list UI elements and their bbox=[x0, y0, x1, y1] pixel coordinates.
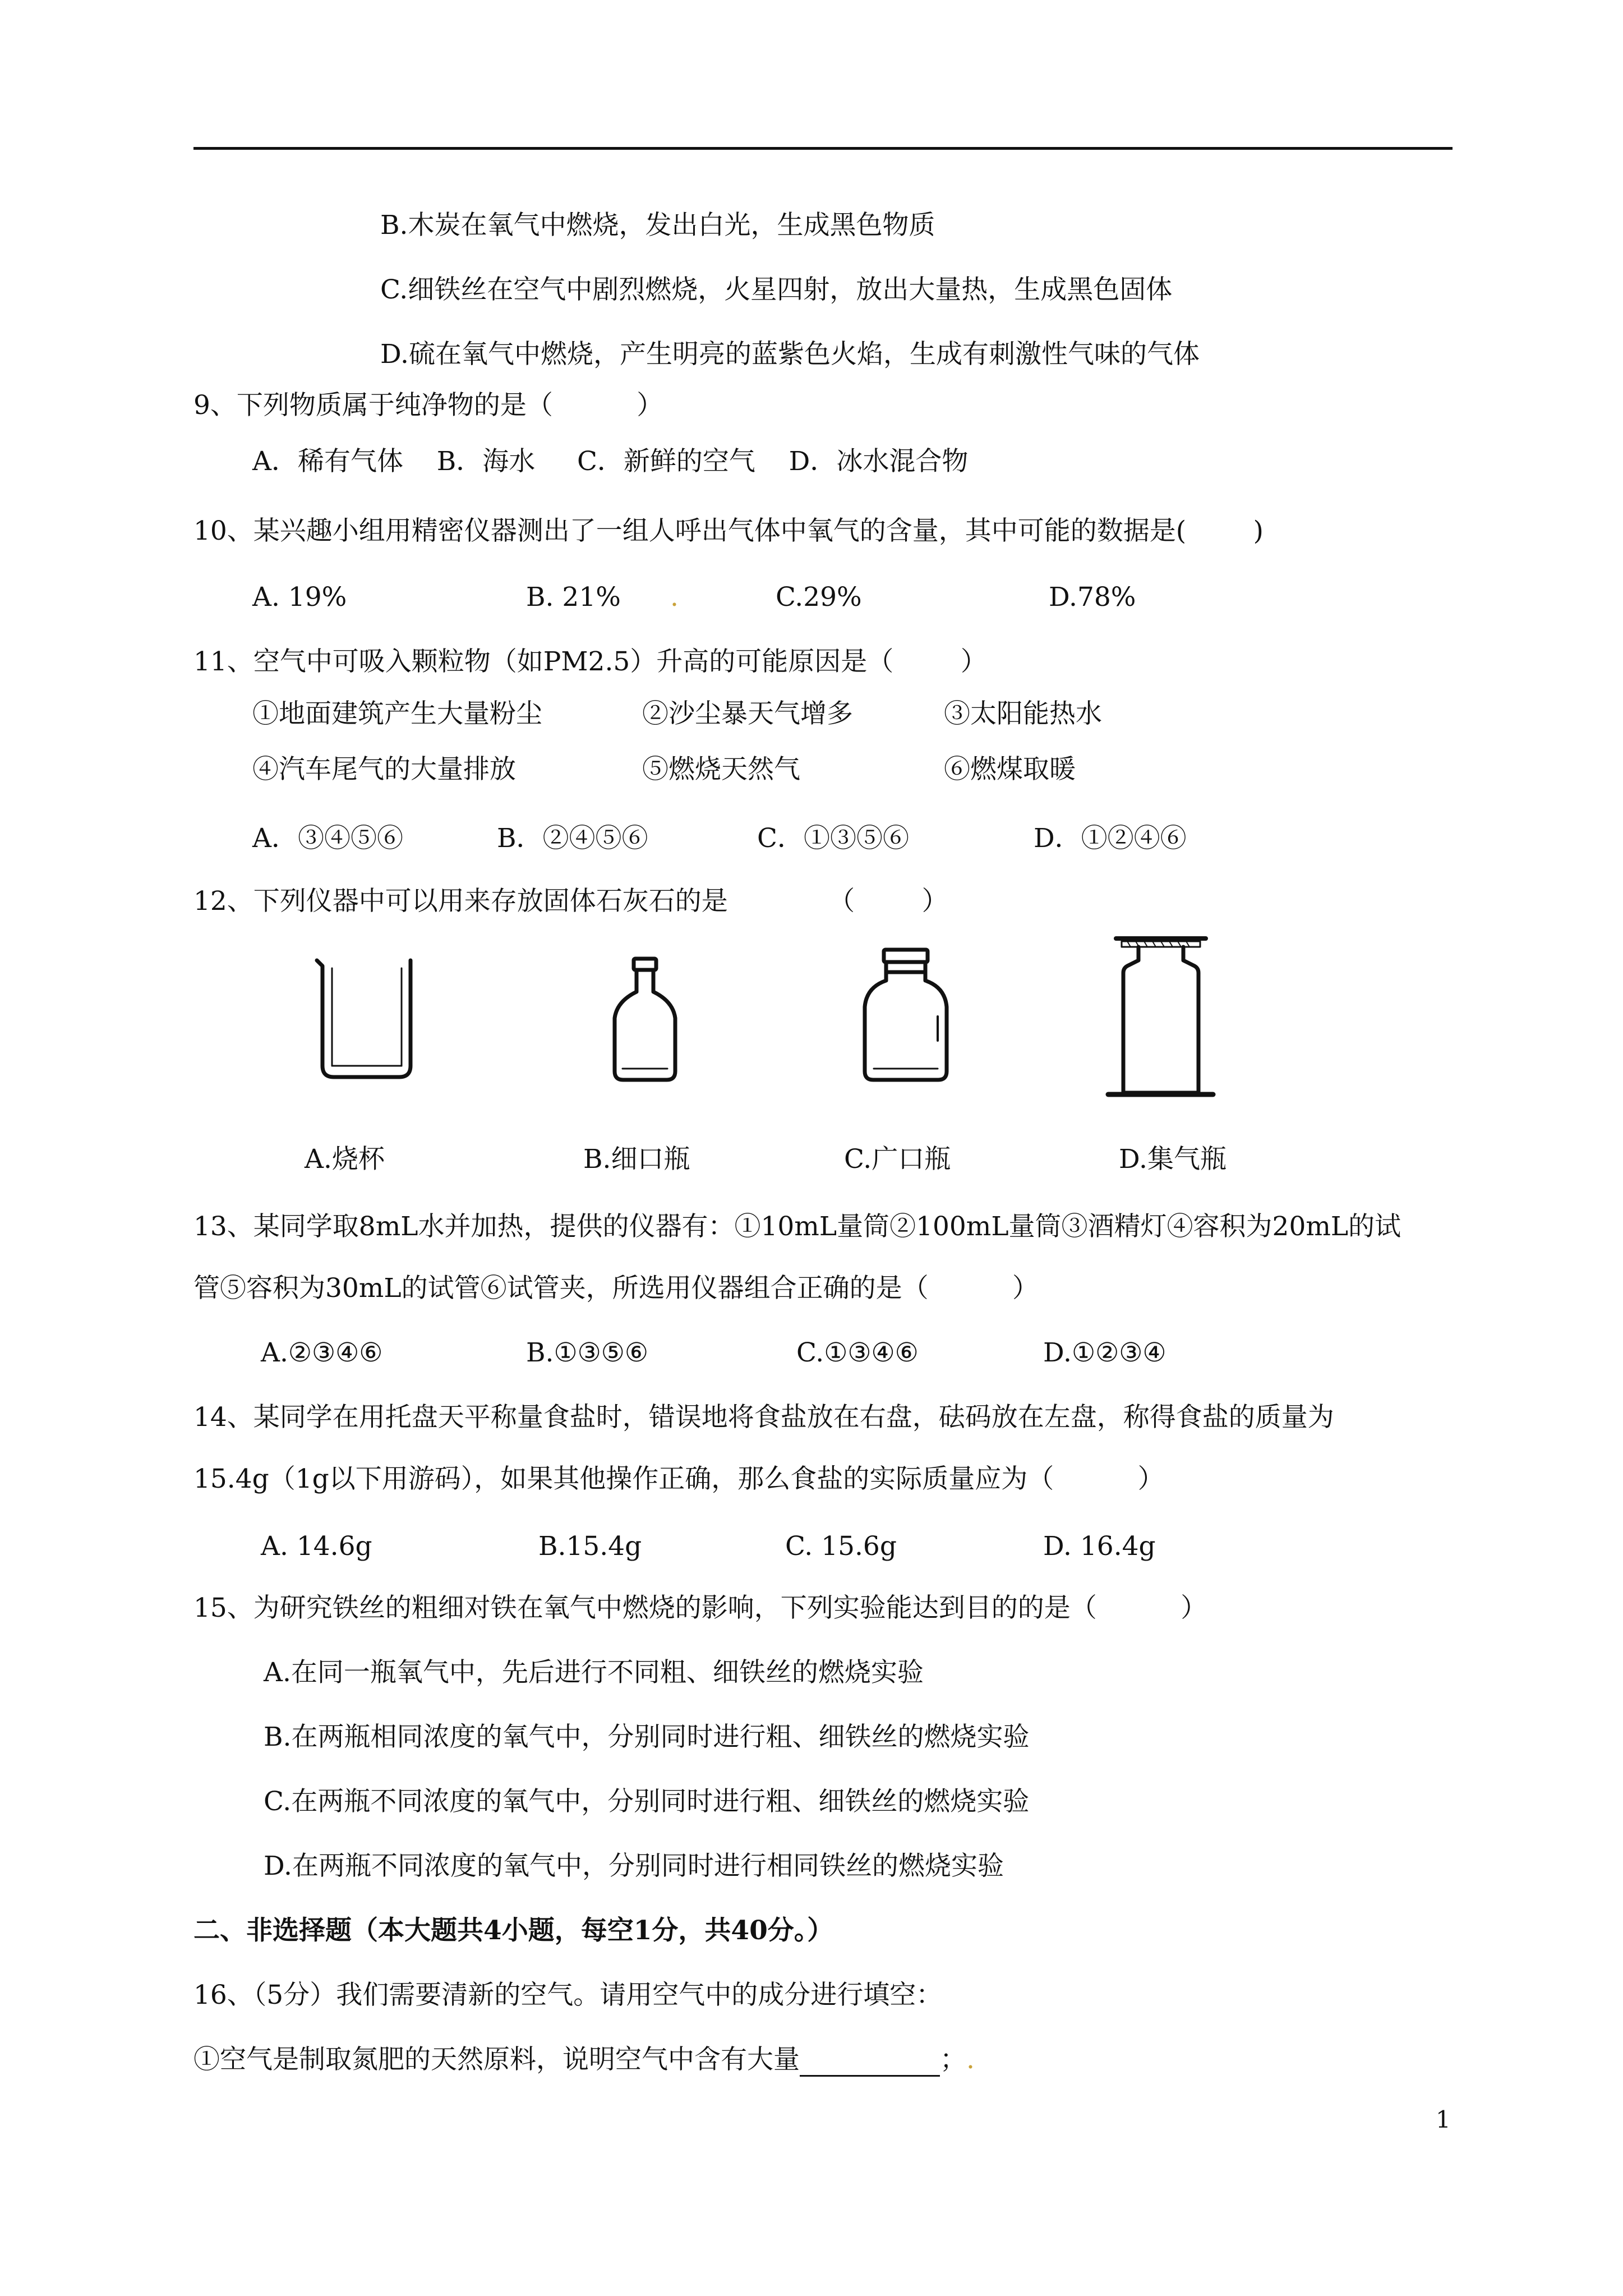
q16-item-1-text: ①空气是制取氮肥的天然原料，说明空气中含有大量 bbox=[193, 2044, 800, 2075]
q10-option-c: C.29% bbox=[776, 582, 862, 613]
q11-item-5: ⑤燃烧天然气 bbox=[642, 754, 800, 785]
narrow-mouth-bottle-figure bbox=[615, 959, 675, 1080]
q11-option-d: D．①②④⑥ bbox=[1034, 823, 1187, 854]
q15-option-d: D.在两瓶不同浓度的氧气中，分别同时进行相同铁丝的燃烧实验 bbox=[264, 1851, 1004, 1881]
q14-option-c: C. 15.6g bbox=[785, 1531, 897, 1562]
q14-option-d: D. 16.4g bbox=[1043, 1531, 1156, 1562]
q11-option-a: A．③④⑤⑥ bbox=[252, 823, 403, 854]
q13-option-b: B.①③⑤⑥ bbox=[526, 1337, 649, 1368]
q11-item-2: ②沙尘暴天气增多 bbox=[642, 698, 853, 729]
wide-mouth-bottle-figure bbox=[865, 950, 947, 1080]
q13-option-a: A.②③④⑥ bbox=[261, 1337, 383, 1368]
q14-line-2: 15.4g（1g以下用游码），如果其他操作正确，那么食盐的实际质量应为（ ） bbox=[193, 1464, 1164, 1494]
q14-line-1: 14、某同学在用托盘天平称量食盐时，错误地将食盐放在右盘，砝码放在左盘，称得食盐的质量为 bbox=[193, 1402, 1334, 1433]
q15-stem: 15、为研究铁丝的粗细对铁在氧气中燃烧的影响，下列实验能达到目的的是（ ） bbox=[193, 1593, 1207, 1623]
q9-stem: 9、下列物质属于纯净物的是（ ） bbox=[193, 390, 663, 421]
q14-option-b: B.15.4g bbox=[538, 1531, 642, 1562]
q9-options: A．稀有气体 B．海水 C．新鲜的空气 D．冰水混合物 bbox=[252, 446, 969, 477]
q12-caption-a: A.烧杯 bbox=[305, 1144, 385, 1175]
q12-stem: 12、下列仪器中可以用来存放固体石灰石的是 （ ） bbox=[193, 886, 948, 917]
gas-collecting-bottle-figure bbox=[1108, 938, 1213, 1094]
q10-stray-mark: . bbox=[670, 582, 679, 613]
beaker-figure bbox=[317, 960, 411, 1077]
q13-option-c: C.①③④⑥ bbox=[796, 1337, 919, 1368]
section-2-heading: 二、非选择题（本大题共4小题，每空1分，共40分。） bbox=[193, 1915, 834, 1946]
q11-option-b: B．②④⑤⑥ bbox=[497, 823, 648, 854]
q13-option-d: D.①②③④ bbox=[1043, 1337, 1166, 1368]
q11-option-c: C．①③⑤⑥ bbox=[757, 823, 909, 854]
q11-item-4: ④汽车尾气的大量排放 bbox=[252, 754, 516, 785]
q11-item-1: ①地面建筑产生大量粉尘 bbox=[252, 698, 542, 729]
q12-caption-c: C.广口瓶 bbox=[844, 1144, 951, 1175]
q11-stem: 11、空气中可吸入颗粒物（如PM2.5）升高的可能原因是（ ） bbox=[193, 646, 987, 677]
q12-caption-d: D.集气瓶 bbox=[1119, 1144, 1227, 1175]
q10-option-d: D.78% bbox=[1049, 582, 1136, 613]
q15-option-c: C.在两瓶不同浓度的氧气中，分别同时进行粗、细铁丝的燃烧实验 bbox=[264, 1786, 1030, 1817]
q16-stem: 16、（5分）我们需要清新的空气。请用空气中的成分进行填空： bbox=[193, 1980, 943, 2010]
q15-option-a: A.在同一瓶氧气中，先后进行不同粗、细铁丝的燃烧实验 bbox=[264, 1657, 924, 1688]
q16-item-1-end: ； bbox=[940, 2044, 966, 2075]
q14-option-a: A. 14.6g bbox=[261, 1531, 372, 1562]
q11-item-3: ③太阳能热水 bbox=[944, 698, 1102, 729]
q12-caption-b: B.细口瓶 bbox=[583, 1144, 690, 1175]
q13-line-2: 管⑤容积为30mL的试管⑥试管夹，所选用仪器组合正确的是（ ） bbox=[193, 1273, 1039, 1304]
page-number: 1 bbox=[1436, 2106, 1451, 2133]
q10-option-a: A. 19% bbox=[252, 582, 347, 613]
q10-stem: 10、某兴趣小组用精密仪器测出了一组人呼出气体中氧气的含量，其中可能的数据是( ) bbox=[193, 516, 1264, 546]
q10-option-b: B. 21% bbox=[526, 582, 621, 613]
q13-line-1: 13、某同学取8mL水并加热，提供的仪器有：①10mL量筒②100mL量筒③酒精灯④容积为20mL的试 bbox=[193, 1211, 1401, 1242]
q8-option-c: C.细铁丝在空气中剧烈燃烧，火星四射，放出大量热，生成黑色固体 bbox=[380, 274, 1173, 305]
q16-stray-mark: . bbox=[966, 2044, 975, 2075]
q8-option-d: D.硫在氧气中燃烧，产生明亮的蓝紫色火焰，生成有刺激性气味的气体 bbox=[380, 339, 1200, 370]
q8-option-b: B.木炭在氧气中燃烧，发出白光，生成黑色物质 bbox=[380, 210, 935, 241]
q11-item-6: ⑥燃煤取暖 bbox=[944, 754, 1076, 785]
q16-item-1 bbox=[193, 2043, 975, 2077]
q16-answer-blank[interactable] bbox=[800, 2048, 940, 2077]
q15-option-b: B.在两瓶相同浓度的氧气中，分别同时进行粗、细铁丝的燃烧实验 bbox=[264, 1722, 1030, 1752]
